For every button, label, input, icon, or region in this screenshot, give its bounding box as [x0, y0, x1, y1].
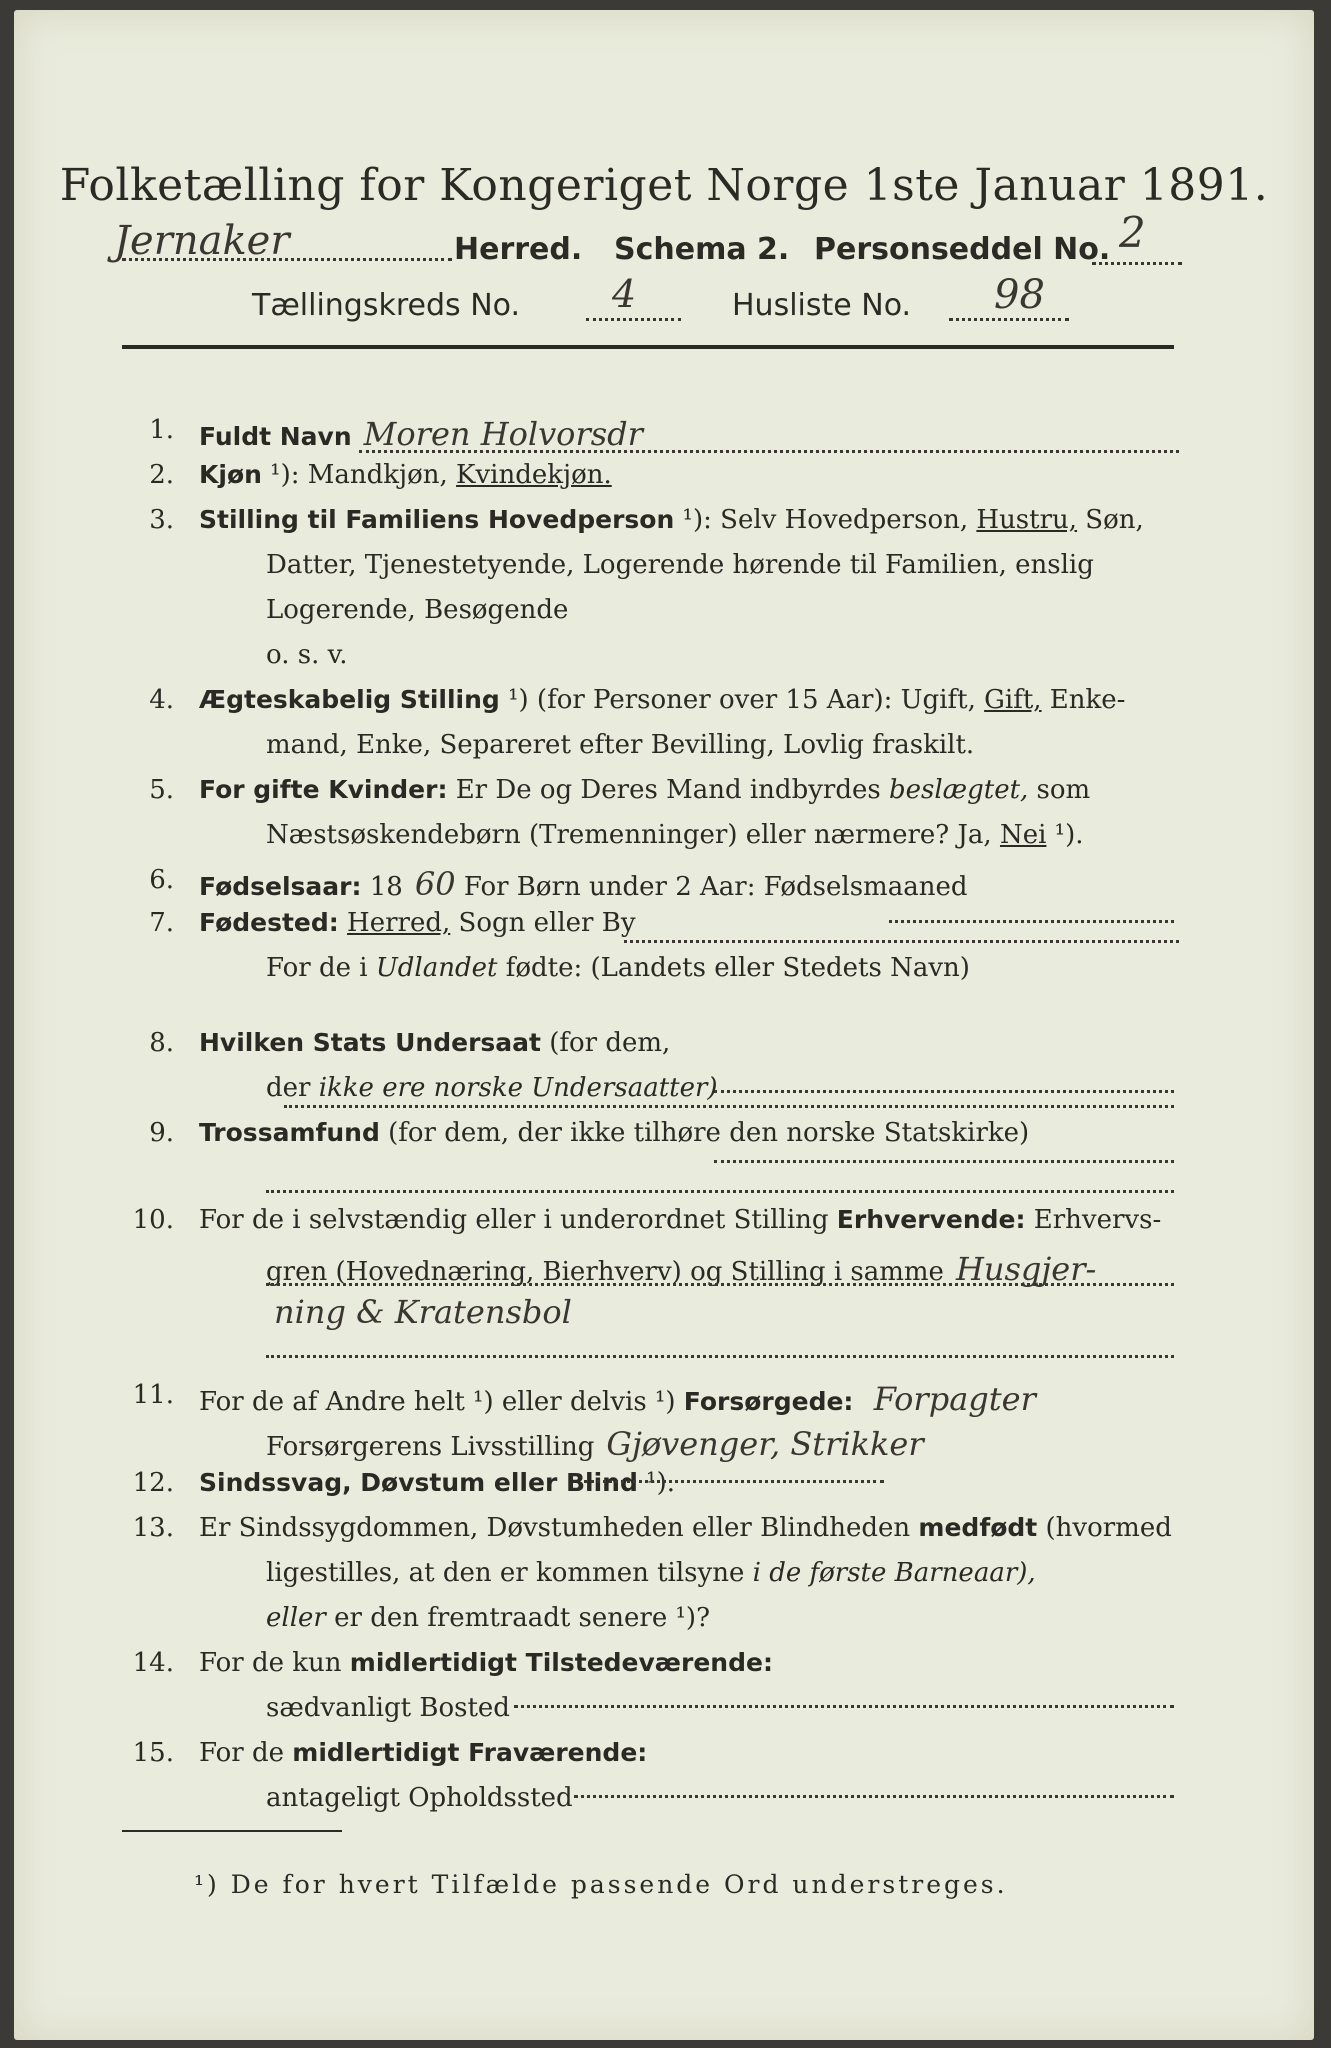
item-italic: ikke ere norske Undersaatter)	[318, 1073, 718, 1103]
item-text: sædvanligt Bosted	[266, 1693, 510, 1723]
item-text: Forsørgerens Livsstilling	[266, 1432, 595, 1462]
item-text: ¹).	[637, 1468, 675, 1498]
item-row	[266, 730, 974, 760]
herred-dots	[122, 258, 452, 261]
item-text: (for dem, der ikke tilhøre den norske Statskirke)	[379, 1118, 1030, 1148]
item-label: Fødselsaar:	[199, 872, 362, 901]
item-row	[199, 908, 636, 938]
item-row	[274, 1293, 572, 1331]
item-label: Fødested:	[199, 908, 339, 937]
item-label: Trossamfund	[199, 1118, 380, 1147]
kreds-value: 4	[612, 272, 637, 316]
item-row	[199, 1513, 1172, 1543]
herred-value: Jernaker	[114, 218, 290, 264]
item-row	[199, 1118, 1029, 1148]
item-text: ligestilles, at den er kommen tilsyne	[266, 1558, 753, 1588]
item-text	[853, 1387, 861, 1417]
item-label: Ægteskabelig Stilling	[199, 685, 500, 714]
item-row	[266, 953, 970, 983]
item-number: 2.	[149, 460, 174, 490]
item-row	[199, 1205, 1161, 1235]
item-text: For de af Andre helt ¹) eller delvis ¹)	[199, 1387, 684, 1417]
schema-label: Schema 2.	[614, 232, 790, 267]
handwritten-answer: ning & Kratensbol	[274, 1293, 572, 1331]
answer-dotted-line	[284, 1105, 1174, 1108]
header-rule	[122, 345, 1174, 349]
item-italic: beslægtet,	[888, 775, 1029, 805]
item-row	[199, 1738, 647, 1768]
item-row	[199, 1648, 773, 1678]
underlined-choice: Hustru,	[976, 505, 1078, 535]
item-text: mand, Enke, Separeret efter Bevilling, Lovlig fraskilt.	[266, 730, 975, 760]
item-number: 4.	[149, 685, 174, 715]
item-text: o. s. v.	[266, 640, 348, 670]
item-text: Næstsøskendebørn (Tremenninger) eller nærmere? Ja,	[266, 820, 1000, 850]
item-row	[266, 1073, 718, 1103]
answer-dotted-line	[359, 450, 1179, 453]
item-text: Sogn eller By	[450, 908, 636, 938]
item-text: For de i	[266, 953, 376, 983]
item-text: (for dem,	[540, 1028, 671, 1058]
item-number: 10.	[132, 1205, 174, 1235]
item-text: For de kun	[199, 1648, 350, 1678]
husliste-value: 98	[994, 272, 1045, 318]
item-italic: i de første Barneaar),	[752, 1558, 1036, 1588]
item-number: 9.	[149, 1118, 174, 1148]
item-number: 13.	[132, 1513, 174, 1543]
item-row	[266, 1603, 710, 1633]
kreds-dots	[586, 318, 681, 321]
item-text: 18	[361, 872, 403, 902]
item-row	[266, 1558, 1036, 1588]
item-row	[199, 685, 1125, 715]
answer-dotted-line	[266, 1283, 1174, 1286]
answer-dotted-line	[266, 1190, 1174, 1193]
underlined-choice: Herred,	[347, 908, 451, 938]
form-title: Folketælling for Kongeriget Norge 1ste Januar 1891.	[59, 160, 1269, 211]
item-row	[199, 505, 1144, 535]
item-label: Kjøn	[199, 460, 262, 489]
item-text: For Børn under 2 Aar: Fødselsmaaned	[455, 872, 968, 902]
answer-dotted-line	[889, 920, 1174, 923]
answer-dotted-line	[514, 1705, 1174, 1708]
item-row	[199, 1380, 1036, 1418]
item-number: 3.	[149, 505, 174, 535]
item-label: Forsørgede:	[683, 1387, 854, 1416]
underlined-choice: Gift,	[984, 685, 1042, 715]
item-label: For gifte Kvinder:	[199, 775, 448, 804]
item-text: Er De og Deres Mand indbyrdes	[447, 775, 889, 805]
item-row	[266, 550, 1094, 580]
footnote: ¹) De for hvert Tilfælde passende Ord understreges.	[194, 1870, 1008, 1899]
item-row	[199, 865, 968, 903]
item-label: medfødt	[918, 1513, 1038, 1542]
item-text: er den fremtraadt senere ¹)?	[325, 1603, 711, 1633]
item-label: midlertidigt Tilstedeværende:	[349, 1648, 773, 1677]
handwritten-answer: 60	[414, 865, 456, 903]
item-row	[266, 1783, 573, 1813]
item-label: Hvilken Stats Undersaat	[199, 1028, 541, 1057]
footnote-rule	[122, 1830, 342, 1832]
handwritten-answer: Moren Holvorsdr	[363, 415, 643, 453]
herred-label: Herred.	[454, 232, 583, 267]
item-row	[266, 1425, 924, 1463]
item-text: Er Sindssygdommen, Døvstumheden eller Blindheden	[199, 1513, 919, 1543]
item-text: Datter, Tjenestetyende, Logerende hørende til Familien, enslig	[266, 550, 1094, 580]
answer-dotted-line	[574, 1795, 1174, 1798]
husliste-label: Husliste No.	[732, 288, 912, 323]
item-label: midlertidigt Fraværende:	[292, 1738, 648, 1767]
item-italic: eller	[266, 1603, 326, 1633]
answer-dotted-line	[624, 940, 1179, 943]
item-text: For de	[199, 1738, 293, 1768]
item-number: 5.	[149, 775, 174, 805]
item-number: 12.	[132, 1468, 174, 1498]
item-text: Logerende, Besøgende	[266, 595, 569, 625]
item-text: antageligt Opholdssted	[266, 1783, 573, 1813]
item-number: 1.	[149, 415, 174, 445]
item-row	[199, 1028, 670, 1058]
item-number: 15.	[132, 1738, 174, 1768]
handwritten-answer: Husgjer-	[955, 1250, 1097, 1288]
personseddel-label: Personseddel No.	[814, 232, 1111, 267]
answer-dotted-line	[266, 1355, 1174, 1358]
item-text: Søn,	[1077, 505, 1144, 535]
item-number: 14.	[132, 1648, 174, 1678]
item-italic: Udlandet	[375, 953, 498, 983]
item-row	[199, 460, 612, 490]
item-text: gren (Hovednæring, Bierhverv) og Stilling i samme	[266, 1257, 944, 1287]
item-text: (hvormed	[1037, 1513, 1172, 1543]
answer-dotted-line	[584, 1480, 884, 1483]
item-number: 7.	[149, 908, 174, 938]
husliste-dots	[949, 318, 1069, 321]
underlined-choice: Kvindekjøn.	[456, 460, 612, 490]
item-label: Fuldt Navn	[199, 422, 352, 451]
item-label: Stilling til Familiens Hovedperson	[199, 505, 675, 534]
item-number: 11.	[132, 1380, 174, 1410]
item-text: For de i selvstændig eller i underordnet Stilling	[199, 1205, 837, 1235]
answer-dotted-line	[714, 1090, 1174, 1093]
item-row	[266, 820, 1084, 850]
personseddel-value: 2	[1119, 208, 1146, 257]
handwritten-answer: Gjøvenger, Strikker	[606, 1425, 924, 1463]
item-text	[339, 908, 347, 938]
item-row	[199, 775, 1090, 805]
item-row	[199, 415, 643, 453]
kreds-label: Tællingskreds No.	[252, 288, 520, 323]
answer-dotted-line	[714, 1160, 1174, 1163]
item-text: som	[1028, 775, 1091, 805]
item-number: 6.	[149, 865, 174, 895]
item-label: Erhvervende:	[836, 1205, 1026, 1234]
item-text: ¹): Selv Hovedperson,	[674, 505, 977, 535]
item-row	[266, 1693, 510, 1723]
item-text: der	[266, 1073, 319, 1103]
personseddel-dots	[1092, 262, 1182, 265]
item-row	[266, 595, 568, 625]
item-text: ¹) (for Personer over 15 Aar): Ugift,	[499, 685, 985, 715]
item-text: ¹): Mandkjøn,	[261, 460, 457, 490]
census-form-page	[14, 10, 1314, 2040]
handwritten-answer: Forpagter	[873, 1380, 1036, 1418]
underlined-choice: Nei	[999, 820, 1047, 850]
item-text: ¹).	[1046, 820, 1084, 850]
item-text: Enke-	[1041, 685, 1126, 715]
item-number: 8.	[149, 1028, 174, 1058]
item-row	[266, 640, 347, 670]
item-text: Erhvervs-	[1025, 1205, 1162, 1235]
item-text: fødte: (Landets eller Stedets Navn)	[497, 953, 970, 983]
item-label: Sindssvag, Døvstum eller Blind	[199, 1468, 638, 1497]
item-row	[199, 1468, 675, 1498]
